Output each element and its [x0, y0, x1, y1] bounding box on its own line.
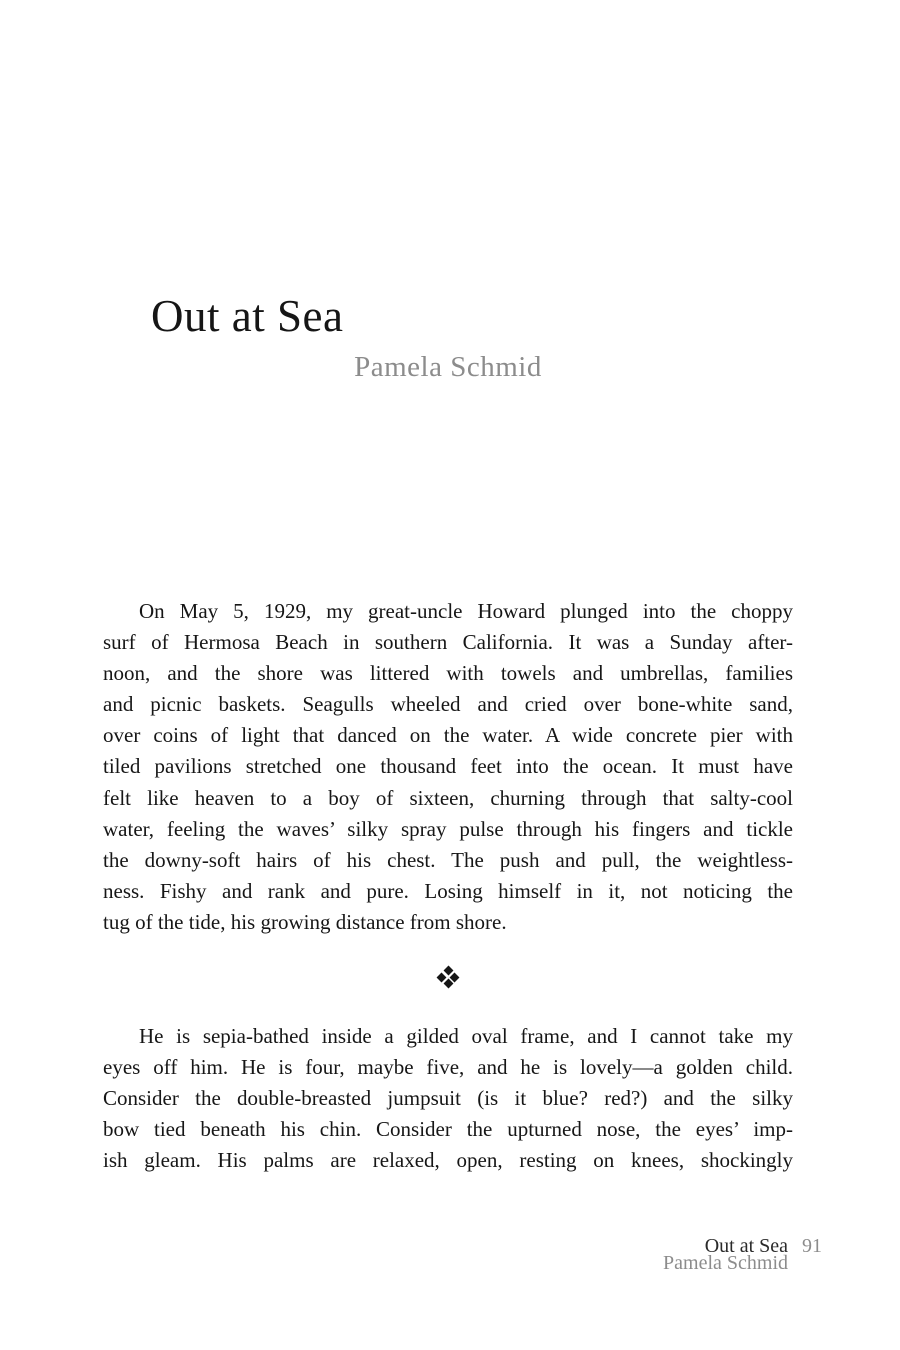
body-text-line: bow tied beneath his chin. Consider the upturned nose, the eyes’ imp-	[103, 1117, 793, 1142]
four-diamonds-ornament-icon	[437, 966, 459, 988]
page-footer	[663, 1235, 822, 1274]
body-text-line: tug of the tide, his growing distance from shore.	[103, 909, 507, 934]
body-text-line: ness. Fishy and rank and pure. Losing himself in it, not noticing the	[103, 878, 793, 903]
section-separator	[103, 966, 793, 988]
body-text-line: tiled pavilions stretched one thousand feet into the ocean. It must have	[103, 754, 793, 779]
body-text-line: felt like heaven to a boy of sixteen, churning through that salty-cool	[103, 785, 793, 810]
essay-title: Out at Sea	[151, 291, 344, 341]
body-text-line: On May 5, 1929, my great-uncle Howard plunged into the choppy	[139, 599, 793, 623]
body-text-line: and picnic baskets. Seagulls wheeled and cried over bone-white sand,	[103, 692, 793, 717]
body-text-line: eyes off him. He is four, maybe five, and he is lovely—a golden child.	[103, 1055, 793, 1080]
body-text-line: the downy-soft hairs of his chest. The push and pull, the weightless-	[103, 847, 793, 872]
body-text-line: Consider the double-breasted jumpsuit (is it blue? red?) and the silky	[103, 1086, 793, 1111]
body-text-line: surf of Hermosa Beach in southern California. It was a Sunday after-	[103, 630, 793, 655]
body-text-line: over coins of light that danced on the water. A wide concrete pier with	[103, 723, 793, 748]
footer-running-title: Out at Sea	[704, 1235, 788, 1257]
body-text-line: ish gleam. His palms are relaxed, open, resting on knees, shockingly	[103, 1148, 793, 1173]
body-text-line: water, feeling the waves’ silky spray pulse through his fingers and tickle	[103, 816, 793, 841]
body-paragraph-2	[103, 1021, 793, 1176]
footer-running-author: Pamela Schmid	[663, 1252, 788, 1274]
body-paragraph-1	[103, 596, 793, 938]
essay-author-byline: Pamela Schmid	[354, 351, 542, 383]
body-text-line: noon, and the shore was littered with towels and umbrellas, families	[103, 661, 793, 686]
footer-page-number: 91	[802, 1235, 822, 1257]
body-text-line: He is sepia-bathed inside a gilded oval frame, and I cannot take my	[139, 1024, 793, 1048]
